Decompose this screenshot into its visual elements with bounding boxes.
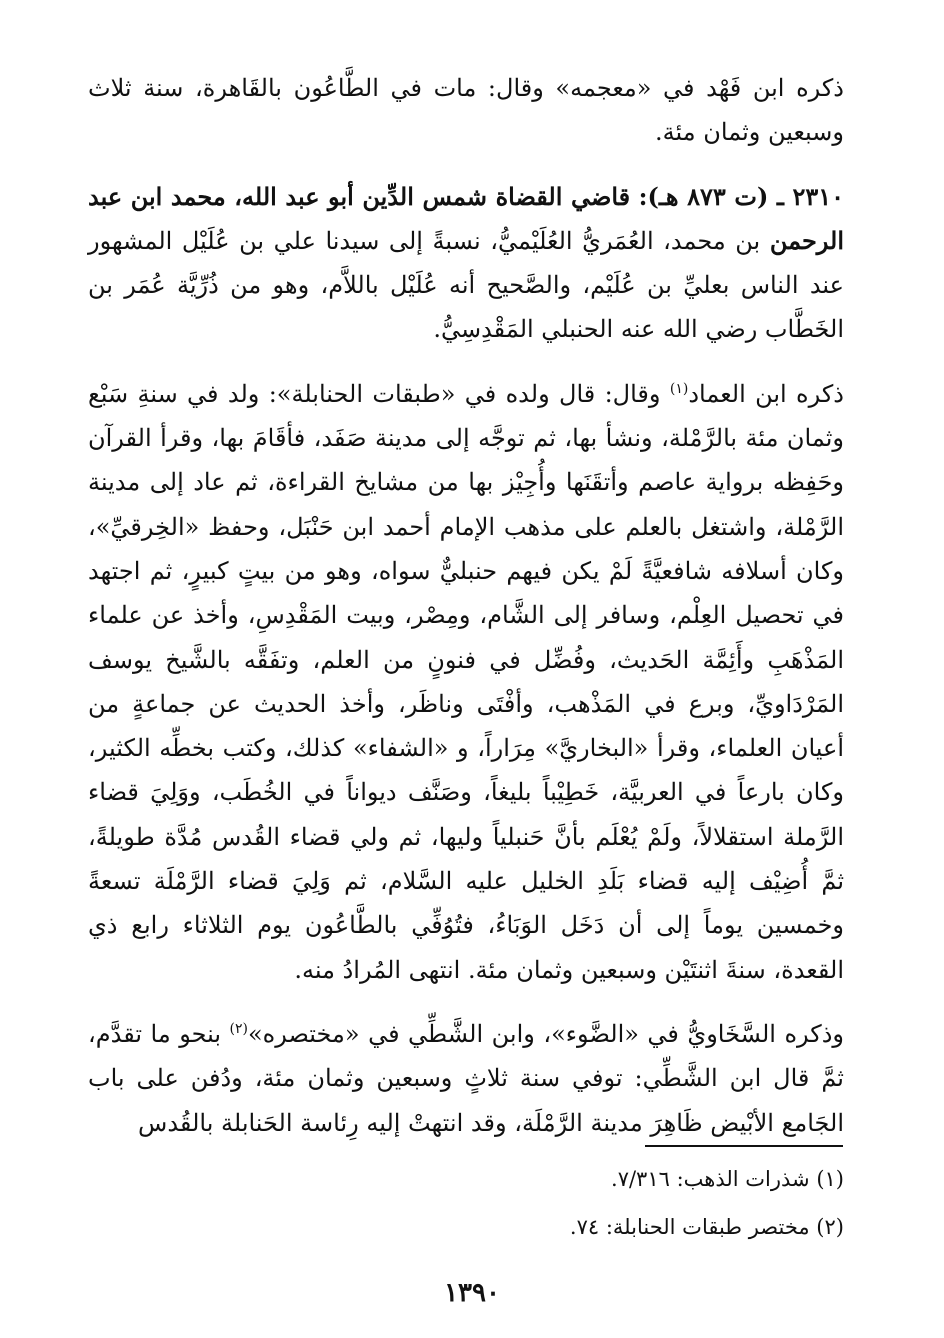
footnote-ref-2[interactable]: (٢) xyxy=(229,1020,248,1037)
footnotes xyxy=(88,1155,844,1251)
paragraph-1 xyxy=(88,66,844,155)
entry-2310 xyxy=(88,175,844,352)
entry-body: بن محمد، العُمَريُّ العُلَيْميُّ، نسبةً إلى سيدنا علي بن عُلَيْل المشهور عند الناس بعليِّ بن عُلَيْم، والصَّحيح أنه عُلَيْل باللاَّم، وهو من ذُرِّيَّة عُمَر بن الخَطَّاب رضي الله عنه الحنبلي المَقْدِسِيُّ. xyxy=(88,226,844,344)
paragraph-4 xyxy=(88,1012,844,1145)
paragraph-3-body: وقال: قال ولده في «طبقات الحنابلة»: ولد في سنةِ سَبْع وثمان مئة بالرَّمْلة، ونشأ بها، ثم توجَّه إلى مدينة صَفَد، فأقَامَ بها، وقرأ القرآن وحَفِظه برواية عاصم وأتقَنَها وأُجِيْز بها من مشايخ القراءة، ثم عاد إلى مدينة الرَّمْلة، واشتغل بالعلم على مذهب الإمام أحمد ابن حَنْبَل، وحفظ «الخِرقيِّ»، وكان أسلافه شافعيَّةً لَمْ يكن فيهم حنبليٌّ سواه، وهو من بيتٍ كبيرٍ، ثم اجتهد في تحصيل العِلْم، وسافر إلى الشَّام، ومِصْر، وبيت المَقْدِسِ، وأخذ عن علماء المَذْهَبِ وأَئِمَّة الحَديث، وفُضِّل في فنونٍ من العلم، وتفَقَّه بالشَّيخ يوسف المَرْدَاويِّ، وبرع في المَذْهب، وأفْتَى وناظَر، وأخذ الحديث عن جماعةٍ من أعيان العلماء، وقرأ «البخاريَّ» مِرَاراً، و «الشفاء» كذلك، وكتب بخطِّه الكثير، وكان بارعاً في العربيَّة، خَطِيْباً بليغاً، وصَنَّف ديواناً في الخُطَب، ووَلِيَ قضاء الرَّملة استقلالاً، ولَمْ يُعْلَم بأنَّ حَنبلياً وليها، ثم ولي قضاء القُدس مُدَّة طويلةً، ثمَّ أُضِيْف إليه قضاء بَلَدِ الخليل عليه السَّلام، ثم وَلِيَ قضاء الرَّمْلَة تسعةً وخمسين يوماً إلى أن دَخَل الوَبَاءُ، فتُوُفِّي بالطَّاعُون يوم الثلاثاء رابع ذي القعدة، سنةَ اثنتَيْن وسبعين وثمان مئة. انتهى المُرادُ منه. xyxy=(88,379,845,984)
main-text xyxy=(88,66,844,1145)
footnote-2: (٢) مختصر طبقات الحنابلة: ٧٤. xyxy=(569,1215,844,1239)
paragraph-3 xyxy=(88,372,844,992)
paragraph-3-lead: ذكره ابن العماد xyxy=(688,379,844,408)
paragraph-4-body: بنحو ما تقدَّم، ثمَّ قال ابن الشَّطِّي: توفي سنة ثلاثٍ وسبعين وثمان مئة، ودُفن على باب الجَامع الأبْيض ظَاهِرَ مدينة الرَّمْلَة، وقد انتهتْ إليه رِئاسة الحَنابلة بالقُدس xyxy=(88,1019,844,1137)
paragraph-4-lead: وذكره السَّخَاويُّ في «الضَّوء»، وابن الشَّطِّي في «مختصره» xyxy=(247,1019,844,1048)
entry-heading: ٢٣١٠ ـ (ت ٨٧٣ هـ): قاضي القضاة شمس الدِّين أبو عبد الله، محمد ابن عبد الرحمن xyxy=(88,181,845,255)
footnote-ref-1[interactable]: (١) xyxy=(669,380,689,397)
page-number: ١٣٩٠ xyxy=(444,1278,500,1308)
footnote-separator xyxy=(645,1145,843,1147)
paragraph-1-text: ذكره ابن فَهْد في «معجمه» وقال: مات في الطَّاعُون بالقَاهرة، سنة ثلاث وسبعين وثمان مئة. xyxy=(88,74,844,147)
footnote-1: (١) شذرات الذهب: ٧/٣١٦. xyxy=(611,1167,844,1191)
